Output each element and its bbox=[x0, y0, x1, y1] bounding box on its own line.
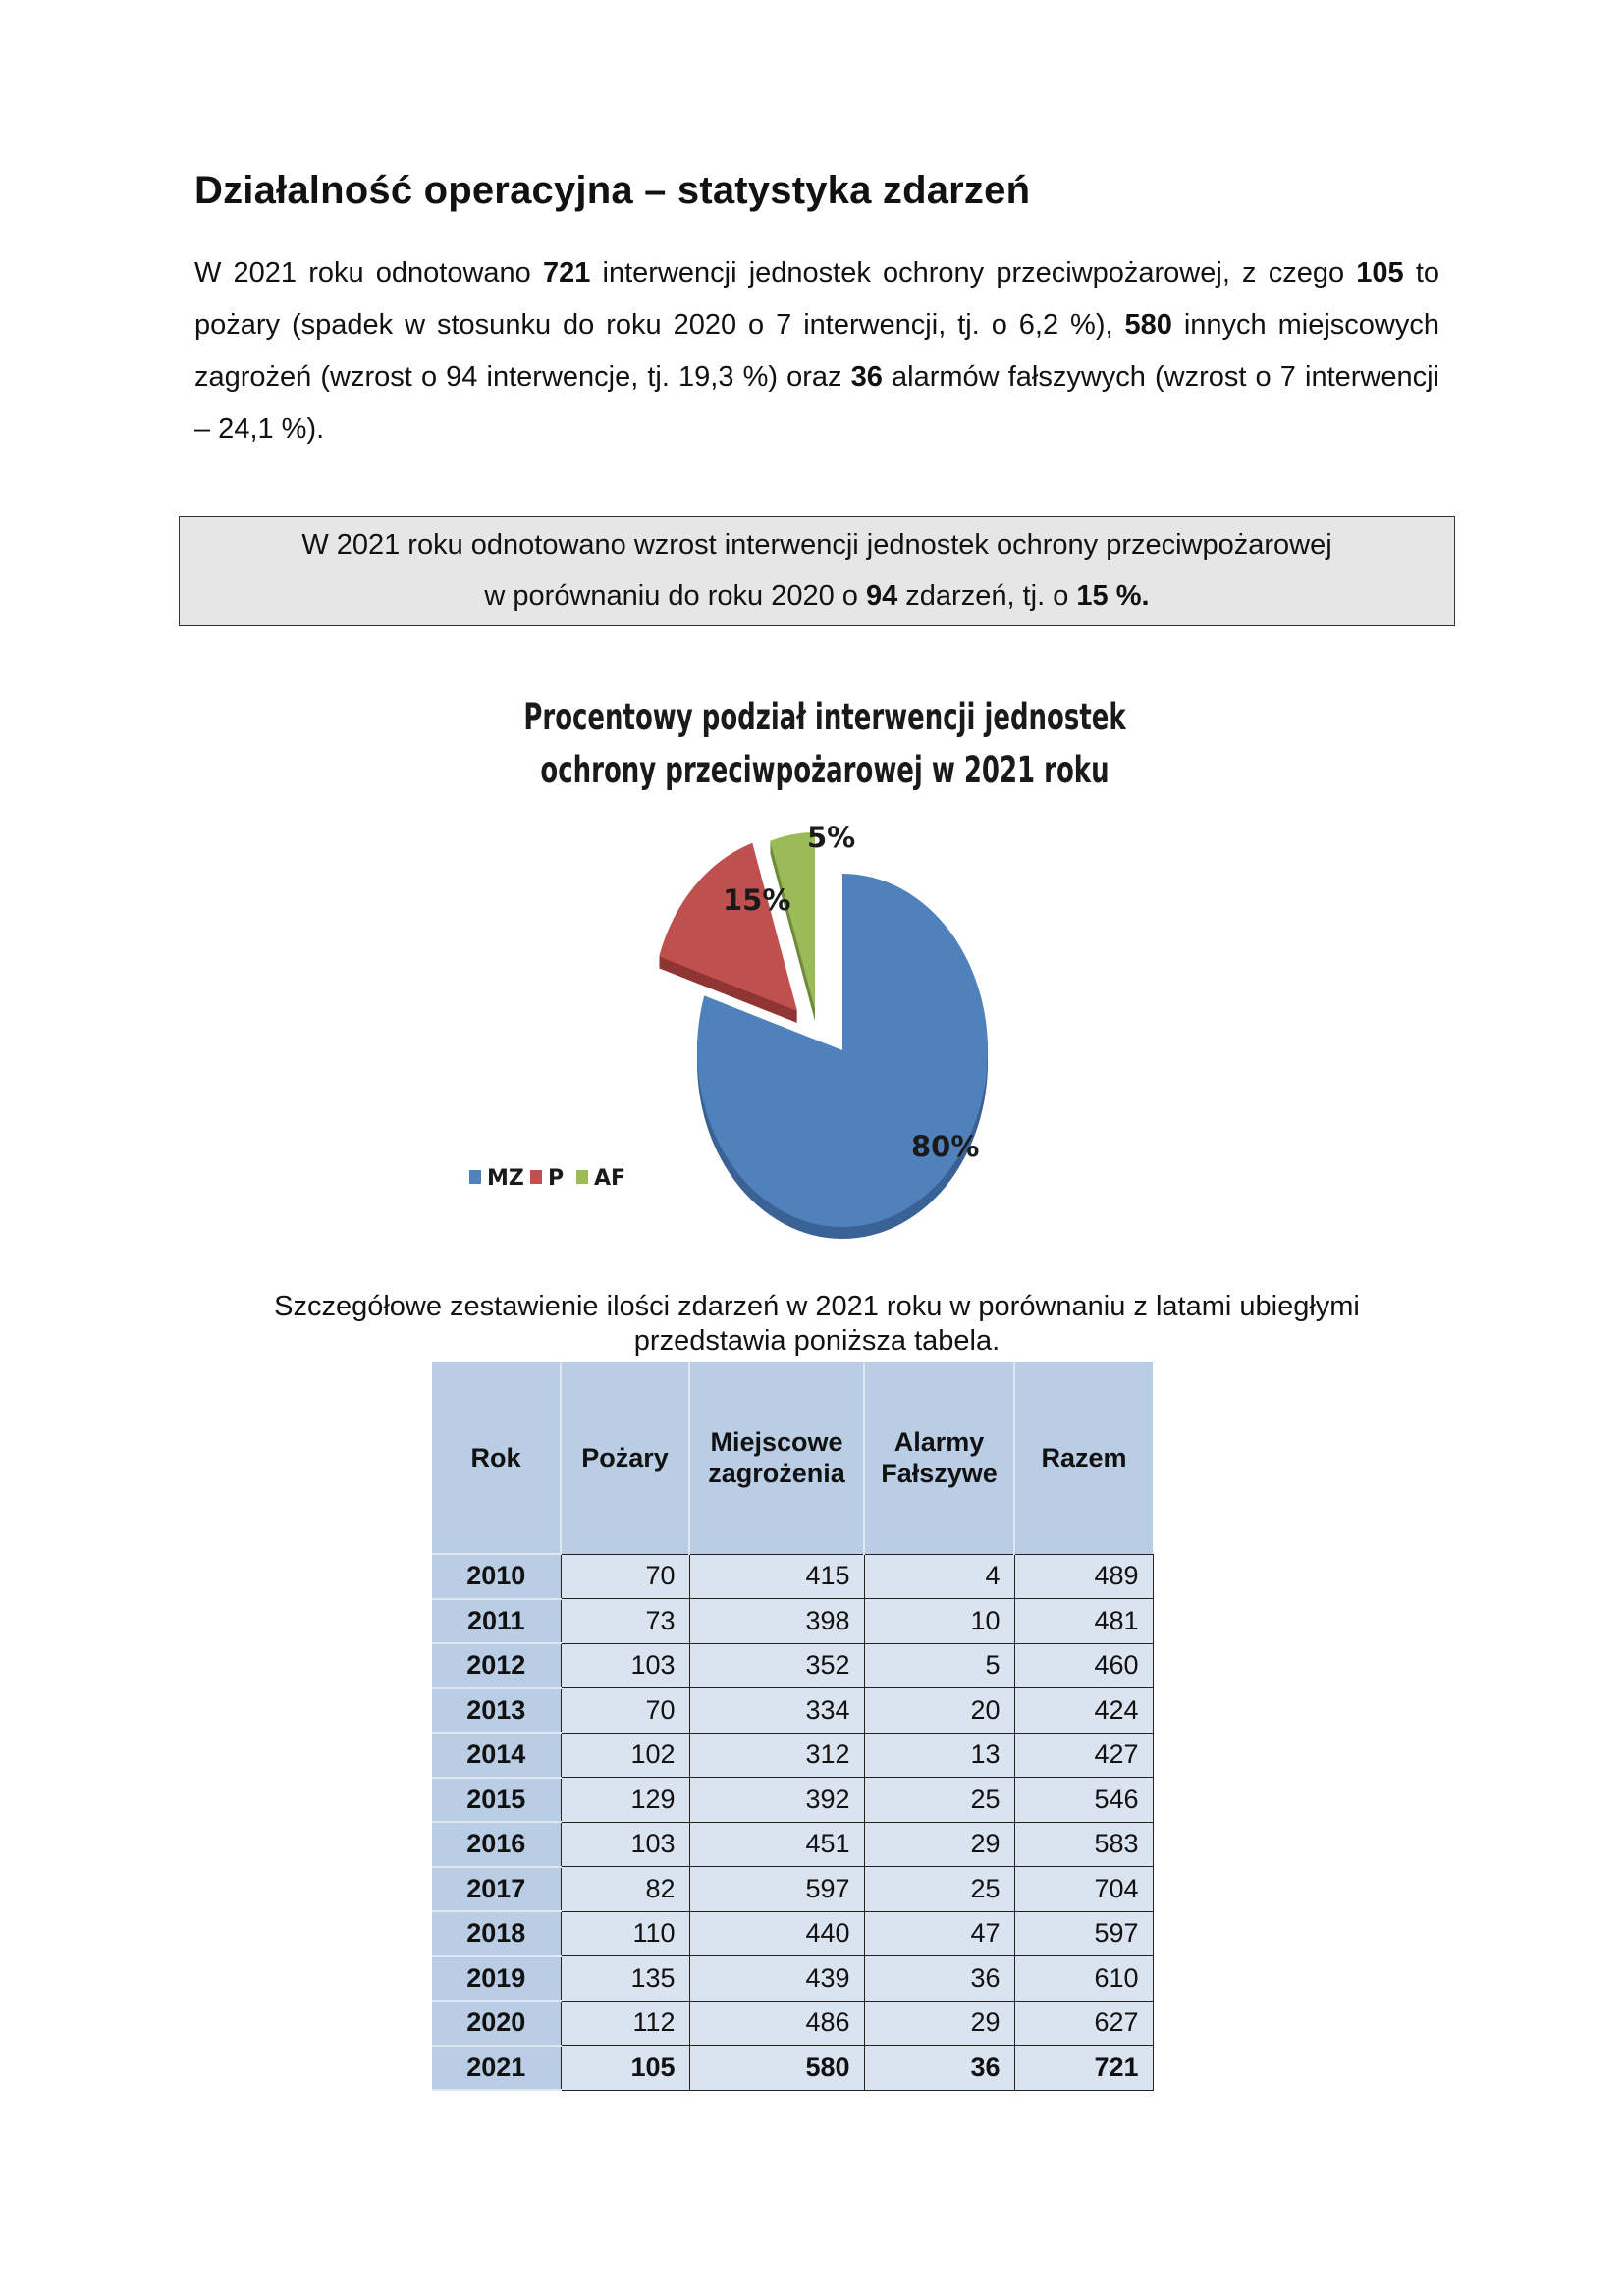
header-miejscowe-zagrozenia: Miejscowe zagrożenia bbox=[689, 1362, 864, 1554]
table-row bbox=[432, 1554, 1153, 1599]
cell-year: 2015 bbox=[432, 1778, 561, 1823]
cell-af: 4 bbox=[864, 1554, 1014, 1599]
intro-paragraph: W 2021 roku odnotowano 721 interwencji jednostek ochrony przeciwpożarowej, z czego 105 to pożary (spadek w stosunku do roku 2020 o 7 interwencji, tj. o 6,2 %), 580 innych miejscowych zagrożeń (wzrost o 94 interwencje, tj. 19,3 %) oraz 36 alarmów fałszywych (wzrost o 7 interwencji – 24,1 %). bbox=[194, 257, 1440, 445]
cell-year: 2010 bbox=[432, 1554, 561, 1599]
cell-mz: 597 bbox=[689, 1867, 864, 1912]
cell-p: 73 bbox=[561, 1599, 689, 1644]
cell-p: 129 bbox=[561, 1778, 689, 1823]
legend-label-mz: MZ bbox=[487, 1166, 524, 1191]
header-razem: Razem bbox=[1014, 1362, 1153, 1554]
cell-mz: 440 bbox=[689, 1911, 864, 1956]
cell-year: 2017 bbox=[432, 1867, 561, 1912]
summary-box bbox=[179, 516, 1455, 626]
cell-mz: 334 bbox=[689, 1688, 864, 1734]
table-row bbox=[432, 1956, 1153, 2002]
cell-sum: 721 bbox=[1014, 2046, 1153, 2091]
cell-p: 135 bbox=[561, 1956, 689, 2002]
data-label-mz: 80% bbox=[911, 1130, 980, 1163]
cell-year: 2011 bbox=[432, 1599, 561, 1644]
cell-p: 105 bbox=[561, 2046, 689, 2091]
chart-title-line-2: ochrony przeciwpożarowej w 2021 roku bbox=[540, 749, 1110, 791]
cell-p: 103 bbox=[561, 1822, 689, 1867]
pie-chart bbox=[432, 677, 1218, 1247]
cell-sum: 424 bbox=[1014, 1688, 1153, 1734]
cell-sum: 427 bbox=[1014, 1733, 1153, 1778]
cell-sum: 583 bbox=[1014, 1822, 1153, 1867]
cell-year: 2013 bbox=[432, 1688, 561, 1734]
cell-year: 2020 bbox=[432, 2001, 561, 2046]
cell-sum: 610 bbox=[1014, 1956, 1153, 2002]
table-row bbox=[432, 2046, 1153, 2091]
cell-sum: 460 bbox=[1014, 1643, 1153, 1688]
header-rok: Rok bbox=[432, 1362, 561, 1554]
page-title: Działalność operacyjna – statystyka zdarzeń bbox=[194, 169, 1031, 212]
cell-year: 2019 bbox=[432, 1956, 561, 2002]
cell-year: 2014 bbox=[432, 1733, 561, 1778]
table-row bbox=[432, 1911, 1153, 1956]
table-header-row bbox=[432, 1362, 1153, 1554]
cell-mz: 392 bbox=[689, 1778, 864, 1823]
cell-sum: 627 bbox=[1014, 2001, 1153, 2046]
cell-sum: 704 bbox=[1014, 1867, 1153, 1912]
header-pozary: Pożary bbox=[561, 1362, 689, 1554]
legend-label-p: P bbox=[548, 1166, 565, 1191]
cell-af: 29 bbox=[864, 1822, 1014, 1867]
cell-af: 25 bbox=[864, 1867, 1014, 1912]
table-row bbox=[432, 1733, 1153, 1778]
cell-af: 29 bbox=[864, 2001, 1014, 2046]
chart-title-line-1: Procentowy podział interwencji jednostek bbox=[523, 696, 1126, 738]
cell-year: 2018 bbox=[432, 1911, 561, 1956]
cell-af: 47 bbox=[864, 1911, 1014, 1956]
statistics-table bbox=[432, 1362, 1154, 2091]
cell-p: 103 bbox=[561, 1643, 689, 1688]
cell-p: 110 bbox=[561, 1911, 689, 1956]
summary-line-2: w porównaniu do roku 2020 o 94 zdarzeń, tj. o 15 %. bbox=[484, 580, 1150, 612]
cell-p: 70 bbox=[561, 1688, 689, 1734]
cell-af: 36 bbox=[864, 1956, 1014, 2002]
header-alarmy-falszywe: Alarmy Fałszywe bbox=[864, 1362, 1014, 1554]
cell-mz: 451 bbox=[689, 1822, 864, 1867]
cell-af: 13 bbox=[864, 1733, 1014, 1778]
cell-mz: 398 bbox=[689, 1599, 864, 1644]
table-row bbox=[432, 1643, 1153, 1688]
cell-p: 102 bbox=[561, 1733, 689, 1778]
cell-mz: 415 bbox=[689, 1554, 864, 1599]
legend-swatch-af bbox=[576, 1170, 588, 1184]
cell-year: 2012 bbox=[432, 1643, 561, 1688]
cell-mz: 312 bbox=[689, 1733, 864, 1778]
table-row bbox=[432, 1778, 1153, 1823]
summary-line-1: W 2021 roku odnotowano wzrost interwencji jednostek ochrony przeciwpożarowej bbox=[301, 529, 1332, 561]
cell-sum: 597 bbox=[1014, 1911, 1153, 1956]
cell-sum: 489 bbox=[1014, 1554, 1153, 1599]
cell-mz: 580 bbox=[689, 2046, 864, 2091]
table-row bbox=[432, 1599, 1153, 1644]
cell-year: 2016 bbox=[432, 1822, 561, 1867]
legend-label-af: AF bbox=[594, 1166, 626, 1191]
cell-sum: 481 bbox=[1014, 1599, 1153, 1644]
table-row bbox=[432, 2001, 1153, 2046]
caption-line-1: Szczegółowe zestawienie ilości zdarzeń w 2021 roku w porównaniu z latami ubiegłymi bbox=[274, 1291, 1360, 1322]
legend-swatch-mz bbox=[469, 1170, 481, 1184]
cell-sum: 546 bbox=[1014, 1778, 1153, 1823]
table-body bbox=[432, 1554, 1153, 2090]
table-row bbox=[432, 1867, 1153, 1912]
cell-af: 10 bbox=[864, 1599, 1014, 1644]
cell-af: 36 bbox=[864, 2046, 1014, 2091]
cell-mz: 486 bbox=[689, 2001, 864, 2046]
cell-af: 5 bbox=[864, 1643, 1014, 1688]
pie-svg bbox=[432, 677, 1218, 1247]
cell-af: 25 bbox=[864, 1778, 1014, 1823]
table-row bbox=[432, 1822, 1153, 1867]
table-caption bbox=[194, 1290, 1439, 1359]
cell-mz: 352 bbox=[689, 1643, 864, 1688]
cell-p: 82 bbox=[561, 1867, 689, 1912]
cell-af: 20 bbox=[864, 1688, 1014, 1734]
cell-p: 70 bbox=[561, 1554, 689, 1599]
cell-mz: 439 bbox=[689, 1956, 864, 2002]
legend-swatch-p bbox=[530, 1170, 542, 1184]
data-label-af: 5% bbox=[807, 821, 856, 854]
table-row bbox=[432, 1688, 1153, 1734]
cell-year: 2021 bbox=[432, 2046, 561, 2091]
cell-p: 112 bbox=[561, 2001, 689, 2046]
caption-line-2: przedstawia poniższa tabela. bbox=[633, 1325, 1001, 1357]
data-label-p: 15% bbox=[723, 883, 791, 917]
